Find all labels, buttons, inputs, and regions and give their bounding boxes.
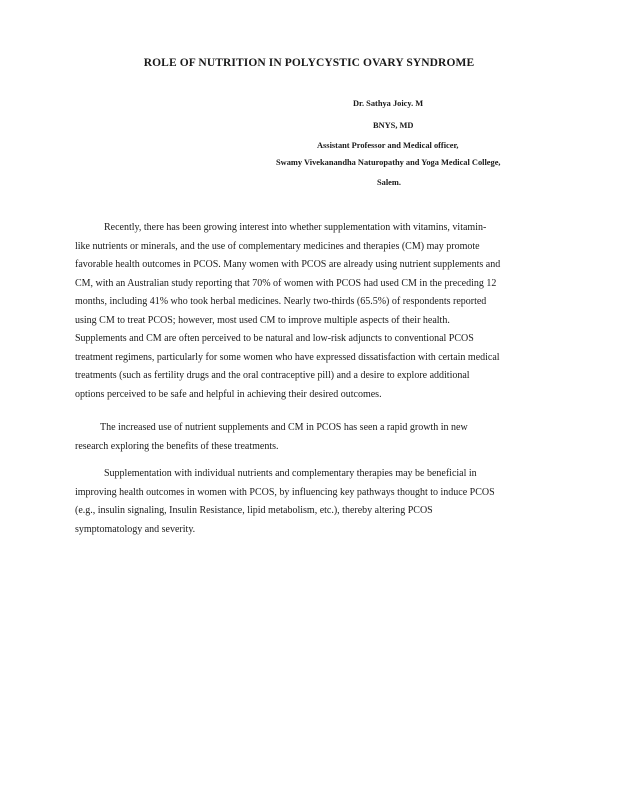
paragraph-line: Recently, there has been growing interest into whether supplementation with vitamins, vitamin- <box>104 222 487 233</box>
paragraph-line: Supplementation with individual nutrients and complementary therapies may be beneficial in <box>104 468 477 479</box>
paragraph-line: options perceived to be safe and helpful in achieving their desired outcomes. <box>75 388 382 400</box>
document-title: ROLE OF NUTRITION IN POLYCYSTIC OVARY SYNDROME <box>143 57 475 69</box>
paragraph-line: treatments (such as fertility drugs and the oral contraceptive pill) and a desire to explore additional <box>75 370 470 381</box>
paragraph-line: Supplements and CM are often perceived to be natural and low-risk adjuncts to conventional PCOS <box>75 333 474 344</box>
paragraph-1 <box>75 219 555 404</box>
paragraph-line: months, including 41% who took herbal medicines. Nearly two-thirds (65.5%) of respondents reported <box>75 296 487 307</box>
author-city: Salem. <box>377 178 401 187</box>
paragraph-line: (e.g., insulin signaling, Insulin Resistance, lipid metabolism, etc.), thereby altering PCOS <box>75 505 433 516</box>
author-position: Assistant Professor and Medical officer, <box>317 141 459 150</box>
paragraph-2 <box>75 419 555 456</box>
author-name: Dr. Sathya Joicy. M <box>353 99 424 108</box>
paragraph-3 <box>75 465 555 539</box>
paragraph-line: using CM to treat PCOS; however, most used CM to improve multiple aspects of their health. <box>75 314 450 326</box>
paragraph-line: improving health outcomes in women with PCOS, by influencing key pathways thought to induce PCOS <box>75 486 495 498</box>
author-degrees: BNYS, MD <box>373 121 414 130</box>
paragraph-line: favorable health outcomes in PCOS. Many women with PCOS are already using nutrient supplements and <box>75 259 501 270</box>
paragraph-line: treatment regimens, particularly for some women who have expressed dissatisfaction with certain medical <box>75 351 500 363</box>
paragraph-line: research exploring the benefits of these treatments. <box>75 440 279 452</box>
paragraph-line: The increased use of nutrient supplements and CM in PCOS has seen a rapid growth in new <box>100 422 468 433</box>
paragraph-line: like nutrients or minerals, and the use of complementary medicines and therapies (CM) may promote <box>75 240 480 252</box>
paragraph-line: symptomatology and severity. <box>75 523 196 535</box>
paragraph-line: CM, with an Australian study reporting that 70% of women with PCOS had used CM in the preceding 12 <box>75 277 497 289</box>
author-institution: Swamy Vivekanandha Naturopathy and Yoga Medical College, <box>276 158 501 167</box>
